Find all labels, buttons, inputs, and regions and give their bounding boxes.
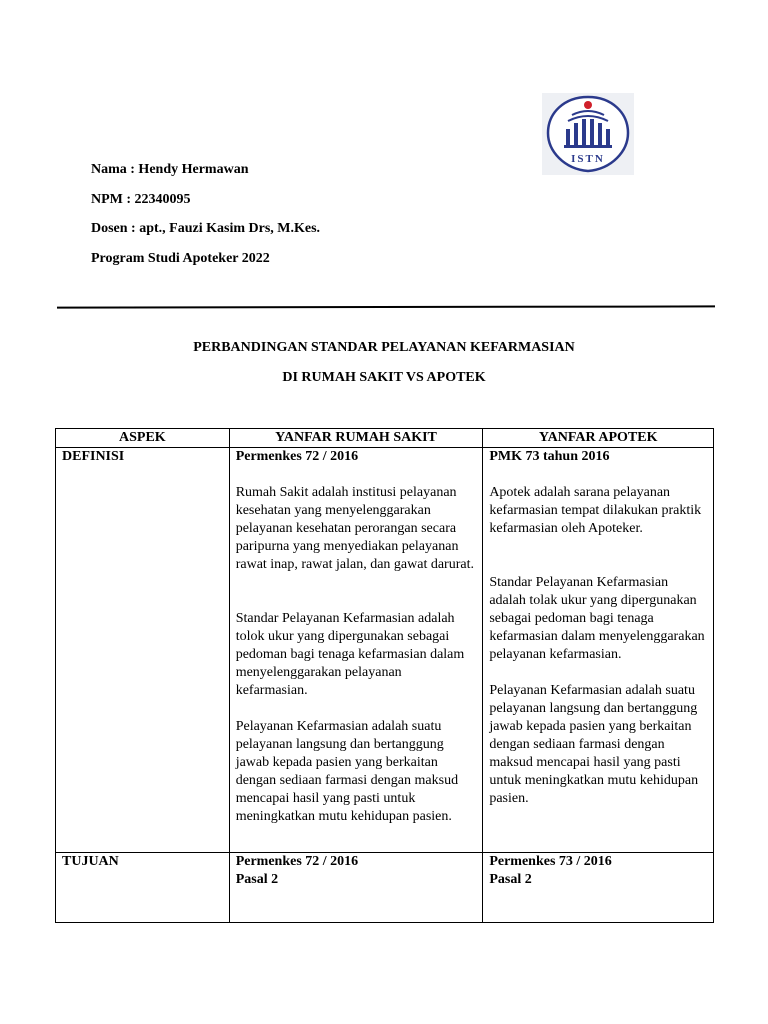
rs-pasal: Pasal 2 (235, 872, 279, 887)
header-aspek: ASPEK (56, 429, 230, 448)
istn-emblem-icon (542, 93, 634, 175)
rs-reference: Permenkes 72 / 2016 (235, 449, 359, 464)
rs-reference: Permenkes 72 / 2016 (235, 854, 359, 869)
rs-service-paragraph: Pelayanan Kefarmasian adalah suatu pelayanan langsung dan bertanggung jawab kepada pasien yang berkaitan dengan sediaan farmasi dengan maksud mencapai hasil yang pasti untuk meningkatkan mutu kehidupan pasien. (235, 719, 459, 824)
apotek-pasal: Pasal 2 (489, 872, 532, 887)
table-row (56, 853, 714, 923)
table-row (56, 448, 714, 853)
comparison-table (55, 428, 714, 923)
divider-line (57, 305, 715, 308)
logo-text: ISTN (571, 153, 605, 165)
aspek-cell: TUJUAN (56, 853, 230, 923)
apotek-reference: PMK 73 tahun 2016 (489, 449, 610, 464)
rs-cell (229, 853, 483, 923)
apotek-definition-paragraph: Apotek adalah sarana pelayanan kefarmasian tempat dilakukan praktik kefarmasian oleh Apoteker. (489, 485, 702, 536)
document-title-line1: PERBANDINGAN STANDAR PELAYANAN KEFARMASIAN (193, 340, 575, 355)
rs-definition-paragraph: Rumah Sakit adalah institusi pelayanan kesehatan yang menyelenggarakan pelayanan kesehatan perorangan secara paripurna yang menyediakan pelayanan rawat inap, rawat jalan, dan gawat darurat. (235, 485, 474, 572)
document-title-line2: DI RUMAH SAKIT VS APOTEK (282, 370, 486, 385)
rs-cell (229, 448, 483, 853)
header-yanfar-rs: YANFAR RUMAH SAKIT (229, 429, 483, 448)
header-yanfar-apotek: YANFAR APOTEK (483, 429, 714, 448)
apotek-reference: Permenkes 73 / 2016 (489, 854, 612, 869)
study-program: Program Studi Apoteker 2022 (91, 251, 270, 266)
student-name: Nama : Hendy Hermawan (91, 162, 249, 177)
lecturer: Dosen : apt., Fauzi Kasim Drs, M.Kes. (91, 221, 321, 236)
table-header-row (56, 429, 714, 448)
rs-standard-paragraph: Standar Pelayanan Kefarmasian adalah tolok ukur yang dipergunakan sebagai pedoman bagi tenaga kefarmasian dalam menyelenggarakan pelayanan kefarmasian. (235, 611, 465, 698)
apotek-standard-paragraph: Standar Pelayanan Kefarmasian adalah tolak ukur yang dipergunakan sebagai pedoman bagi tenaga kefarmasian dalam menyelenggarakan pelayanan kefarmasian. (489, 575, 705, 662)
aspek-cell: DEFINISI (56, 448, 230, 853)
istn-logo (542, 93, 634, 175)
apotek-service-paragraph: Pelayanan Kefarmasian adalah suatu pelayanan langsung dan bertanggung jawab kepada pasien yang berkaitan dengan sediaan farmasi dengan maksud mencapai hasil yang pasti untuk meningkatkan mutu kehidupan pasien. (489, 683, 699, 806)
apotek-cell (483, 853, 714, 923)
apotek-cell (483, 448, 714, 853)
student-npm: NPM : 22340095 (91, 192, 191, 207)
